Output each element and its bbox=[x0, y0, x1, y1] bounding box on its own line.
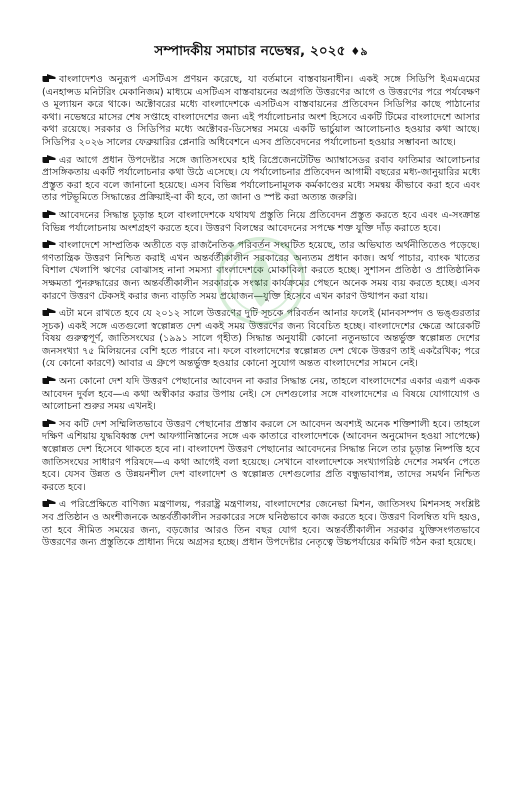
paragraph bbox=[42, 239, 480, 303]
pointing-hand-icon bbox=[42, 73, 56, 83]
paragraph-text: বাংলাদেশে সাম্প্রতিক অতীতে বড় রাজনৈতিক পরিবর্তন সংঘটিত হয়েছে, তার অভিঘাত অর্থনীতিতেও পড়েছে। গণতান্ত্রিক উত্তরণ নিশ্চিত করাই এখন অন্তর্বর্তীকালীন সরকারের অন্যতম প্রধান কাজ। অর্থ পাচার, ব্যাংক খাতের বিশাল খেলাপি ঋণের বোঝাসহ নানা সমস্যা বাংলাদেশকে মোকাবিলা করতে হচ্ছে। সুশাসন প্রতিষ্ঠা ও প্রাতিষ্ঠানিক সক্ষমতা পুনরুদ্ধারের জন্য অন্তর্বর্তীকালীন সরকারকে সংস্কার কার্যক্রমের পেছনে অনেক সময় ব্যয় করতে হচ্ছে। এসব কারণে উত্তরণ টেকসই করার জন্য বাড়তি সময় প্রয়োজন—যুক্তি হিসেবে এখন কারণ উত্থাপন করা যায়। bbox=[42, 240, 480, 302]
paragraph bbox=[42, 73, 480, 150]
paragraph-text: এর আগে প্রধান উপদেষ্টার সঙ্গে জাতিসংঘের হাই রিপ্রেজেনটেটিভ অ্যাম্বাসেডর রবাব ফাতিমার আলোচনার প্রাসঙ্গিকতায় একটি পর্যালোচনার কথা উঠে এসেছে। যে পর্যালোচনার প্রতিবেদন আগামী বছরের মধ্য-জানুয়ারির মধ্যে প্রস্তুত করা হবে বলে জানানো হয়েছে। এসব বিভিন্ন পর্যালোচনামূলক কর্মকাণ্ডের মধ্যে সমন্বয় কীভাবে করা হবে এবং তার পটভূমিতে সিদ্ধান্তের প্রক্রিয়াই-বা কী হবে, তা জানা ও স্পষ্ট করা অত্যন্ত জরুরি। bbox=[42, 154, 480, 204]
title-symbol: ♦৯ bbox=[350, 45, 368, 58]
paragraph bbox=[42, 307, 480, 371]
pointing-hand-icon bbox=[42, 307, 56, 317]
paragraph bbox=[42, 209, 480, 235]
paragraph-text: অন্য কোনো দেশ যদি উত্তরণ পেছানোর আবেদন না করার সিদ্ধান্ত নেয়, তাহলে বাংলাদেশের একার এরূপ একক আবেদন দুর্বল হবে—এ কথা অস্বীকার করার উপায় নেই। সে দেশগুলোর সঙ্গে বাংলাদেশের এ বিষয়ে যোগাযোগ ও আলোচনা শুরুর সময় এখনই। bbox=[42, 376, 480, 413]
page-title bbox=[42, 40, 480, 63]
pointing-hand-icon bbox=[42, 418, 56, 428]
paragraph bbox=[42, 154, 480, 205]
pointing-hand-icon bbox=[42, 154, 56, 164]
title-text: সম্পাদকীয় সমাচার নভেম্বর, ২০২৫ bbox=[154, 43, 346, 59]
paragraph-text: সব কটি দেশ সম্মিলিতভাবে উত্তরণ পেছানোর প্রস্তাব করলে সে আবেদন অবশ্যই অনেক শক্তিশালী হবে। তাহলে দক্ষিণ এশিয়ায় যুদ্ধবিধ্বস্ত দেশ আফগানিস্তানের সঙ্গে এক কাতারে বাংলাদেশকে (আবেদন অনুমোদন হওয়া সাপেক্ষে) স্বল্পোন্নত দেশ হিসেবে থাকতে হবে না। বাংলাদেশ উত্তরণ পেছানোর আবেদনের সিদ্ধান্ত নিলে তার চূড়ান্ত নিষ্পত্তি হবে জাতিসংঘের সাধারণ পরিষদে—এ কথা আগেই বলা হয়েছে। সেখানে বাংলাদেশকে সংখ্যাগরিষ্ঠ দেশের সমর্থন পেতে হবে। যেসব উন্নত ও উন্নয়নশীল দেশ বাংলাদেশ ও স্বল্পোন্নত দেশগুলোর প্রতি বন্ধুভাবাপন্ন, তাদের সমর্থন নিশ্চিত করতে হবে। bbox=[42, 418, 480, 493]
pointing-hand-icon bbox=[42, 498, 56, 508]
paragraph bbox=[42, 375, 480, 414]
paragraph-text: এটা মনে রাখতে হবে যে ২০১২ সালে উত্তরণের দুটি সূচকে পরিবর্তন আনার ফলেই (মানবসম্পদ ও ভঙ্গুরতার সূচক) একই সঙ্গে এতগুলো স্বল্পোন্নত দেশ একই সময় উত্তরণের জন্য বিবেচিত হচ্ছে। বাংলাদেশের ক্ষেত্রে আরেকটি বিষয় গুরুত্বপূর্ণ, জাতিসংঘের (১৯৯১ সালে গৃহীত) সিদ্ধান্ত অনুযায়ী কোনো নতুনভাবে অন্তর্ভুক্ত স্বল্পোন্নত দেশের জনসংখ্যা ৭৫ মিলিয়নের বেশি হতে পারবে না। ফলে বাংলাদেশের স্বল্পোন্নত দেশ থেকে উত্তরণ তাই একরৈখিক; পরে (যে কোনো কারণে) আবার এ গ্রুপে অন্তর্ভুক্ত হওয়ার কোনো সুযোগ অন্তত বাংলাদেশের সামনে নেই। bbox=[42, 308, 480, 370]
paragraph-text: আবেদনের সিদ্ধান্ত চূড়ান্ত হলে বাংলাদেশকে যথাযথ প্রস্তুতি নিয়ে প্রতিবেদন প্রস্তুত করতে হবে এবং এ-সংক্রান্ত বিভিন্ন পর্যালোচনায় অংশগ্রহণ করতে হবে। উত্তরণ বিলম্বের আবেদনের সপক্ষে শক্ত যুক্তি দাঁড় করাতে হবে। bbox=[42, 209, 480, 234]
pointing-hand-icon bbox=[42, 209, 56, 219]
paragraph-text: বাংলাদেশও অনুরূপ এসটিএস প্রণয়ন করেছে, যা বর্তমানে বাস্তবায়নাধীন। একই সঙ্গে সিডিপি ইএমএমের (এনহান্সড মনিটরিং মেকানিজম) মাধ্যমে এসটিএস বাস্তবায়নের অগ্রগতি উত্তরণের আগে ও উত্তরণের পরে পর্যবেক্ষণ ও মূল্যায়ন করে থাকে। অক্টোবরের মধ্যে বাংলাদেশকে এসটিএস বাস্তবায়নের প্রতিবেদন সিডিপির কাছে পাঠানোর কথা। নভেম্বরে মাসের শেষ সপ্তাহে বাংলাদেশের জন্য এই পর্যালোচনার অংশ হিসেবে একটি টিমের বাংলাদেশে আসার কথা রয়েছে। সরকার ও সিডিপির মধ্যে অক্টোবর-ডিসেম্বর সময়ে একটি ভার্চুয়াল আলোচনাও হওয়ার কথা আছে। সিডিপির ২০২৬ সালের ফেব্রুয়ারির প্লেনারি অধিবেশনে এসব প্রতিবেদনের পর্যালোচনা হওয়ার সম্ভাবনা আছে। bbox=[42, 74, 480, 148]
paragraph bbox=[42, 498, 480, 549]
pointing-hand-icon bbox=[42, 375, 56, 385]
paragraph-text: এ পরিপ্রেক্ষিতে বাণিজ্য মন্ত্রণালয়, পররাষ্ট্র মন্ত্রণালয়, বাংলাদেশের জেনেভা মিশন, জাতিসংঘ মিশনসহ সংশ্লিষ্ট সব প্রতিষ্ঠান ও অংশীজনকে অন্তর্বর্তীকালীন সরকারের সঙ্গে ঘনিষ্ঠভাবে কাজ করতে হবে। উত্তরণ বিলম্বিত যদি হয়ও, তা হবে সীমিত সময়ের জন্য, বড়জোর আরও তিন বছর যোগ হবে। অন্তর্বর্তীকালীন সরকার যুক্তিসংগতভাবে উত্তরণের জন্য প্রস্তুতিকে প্রাধান্য দিয়ে অগ্রসর হচ্ছে। প্রধান উপদেষ্টার নেতৃত্বে উচ্চপর্যায়ের কমিটি গঠন করা হয়েছে। bbox=[42, 499, 480, 549]
pointing-hand-icon bbox=[42, 239, 56, 249]
paragraph bbox=[42, 418, 480, 495]
article-body bbox=[42, 73, 480, 550]
